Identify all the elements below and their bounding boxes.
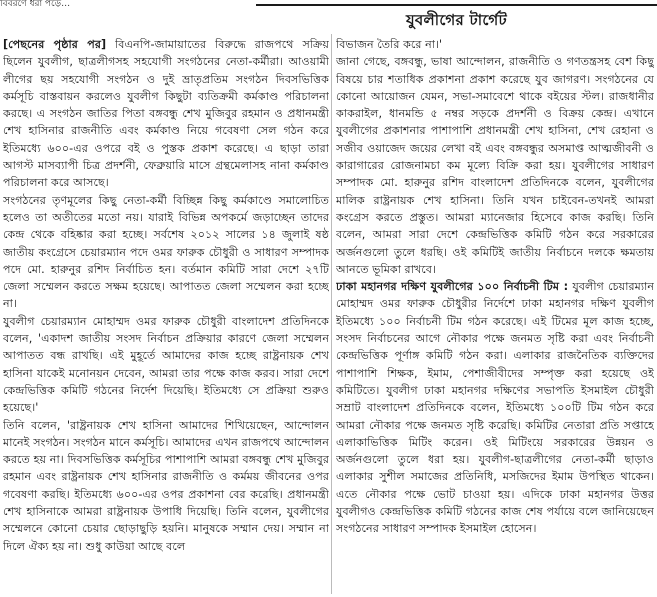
paragraph: যুবলীগ চেয়ারম্যান মোহাম্মদ ওমর ফারুক চৌধুরী বাংলাদেশ প্রতিদিনকে বলেন, 'একাদশ জাতীয় সংসদ নির্বাচন প্রক্রিয়ার কারণে জেলা সম্মেলন আপাতত বন্ধ রাখছি। এই মুহূর্তে আমাদের কাজ হচ্ছে রাষ্ট্রনায়ক শেখ হাসিনা যাকেই মনোনয়ন দেবেন, আমরা তার পক্ষে কাজ করব। সারা দেশে কেন্দ্রভিত্তিক কমিটি গঠনের নির্দেশ দিয়েছি। ইতিমধ্যে সে প্রক্রিয়া শুরুও হয়েছে।' — [3, 314, 329, 415]
paragraph: বিভাজন তৈরি করে না।' — [336, 38, 443, 51]
continued-marker: [পেছনের পৃষ্ঠার পর] — [3, 38, 107, 51]
paragraph — [3, 36, 329, 192]
article-headline: যুবলীগের টার্গেট — [405, 11, 508, 29]
headline-bar — [256, 4, 657, 32]
previous-story-clip: বিবরণে ধরা পড়ে… — [0, 0, 71, 9]
right-column — [336, 36, 654, 594]
left-column — [3, 36, 329, 594]
column-divider — [331, 34, 332, 594]
paragraph-text: যুবলীগ চেয়ারম্যান মোহাম্মদ ওমর ফারুক চৌধুরীর নির্দেশে ঢাকা মহানগর দক্ষিণ যুবলীগ ইতিমধ্যে ১০০ নির্বাচনী টিম গঠন করেছে। এই টিমের মূল কাজ হচ্ছে, সংসদ নির্বাচনের আগে নৌকার পক্ষে জনমত সৃষ্টি করা এবং নির্বাচনী কেন্দ্রভিত্তিক পূর্ণাঙ্গ কমিটি গঠন করা। এলাকার রাজনৈতিক ব্যক্তিদের পাশাপাশি শিক্ষক, ইমাম, পেশাজীবীদের সম্পৃক্ত করা হয়েছে ওই কমিটিতে। যুবলীগ ঢাকা মহানগর দক্ষিণের সভাপতি ইসমাইল চৌধুরী সম্রাট বাংলাদেশ প্রতিদিনকে বলেন, ইতিমধ্যে ১০০টি টিম গঠন করে আমরা নৌকার পক্ষে জনমত সৃষ্টি করেছি। কমিটির নেতারা প্রতি সপ্তাহে এলাকাভিত্তিক মিটিং করেন। ওই মিটিংয়ে সরকারের উন্নয়ন ও অর্জনগুলো তুলে ধরা হয়। যুবলীগ-ছাত্রলীগের নেতা-কর্মী ছাড়াও এলাকার সুশীল সমাজের প্রতিনিধি, মসজিদের ইমাম উপস্থিত থাকেন। এতে নৌকার পক্ষে ভোট চাওয়া হয়। এদিকে ঢাকা মহানগর উত্তর যুবলীগও কেন্দ্রভিত্তিক কমিটি গঠনের কাজ শেষ পর্যায়ে বলে জানিয়েছেন সংগঠনের সাধারণ সম্পাদক ইসমাইল হোসেন। — [336, 280, 654, 536]
paragraph: তিনি বলেন, 'রাষ্ট্রনায়ক শেখ হাসিনা আমাদের শিখিয়েছেন, আন্দোলন মানেই সংগঠন। সংগঠন মানে কর্মসূচি। আমাদের এখন রাজপথে আন্দোলন করতে হয় না। দিবসভিত্তিক কর্মসূচির পাশাপাশি আমরা বঙ্গবন্ধু শেখ মুজিবুর রহমান এবং রাষ্ট্রনায়ক শেখ হাসিনার রাজনীতি ও কর্মময় জীবনের ওপর গবেষণা করছি। ইতিমধ্যে ৬০০-এর ওপর প্রকাশনা বের করেছি। প্রধানমন্ত্রী শেখ হাসিনাকে আমরা রাষ্ট্রনায়ক উপাধি দিয়েছি। তিনি বলেন, যুবলীগের সম্মেলনে কোনো চেয়ার ছোড়াছুড়ি হয়নি। মানুষকে সম্মান দেয়। সম্মান না দিলে ঐক্য হয় না। শুধু কাউয়া আছে বলে — [3, 418, 329, 553]
paragraph: জানা গেছে, বঙ্গবন্ধু, ভাষা আন্দোলন, রাজনীতি ও গণতন্ত্রসহ বেশ কিছু বিষয়ে চার শতাধিক প্রকাশনা প্রকাশ করেছে যুব জাগরণ। সংগঠনের যে কোনো আয়োজন যেমন, সভা-সমাবেশে থাকে বইয়ের স্টল। রাজধানীর কাকরাইল, ধানমন্ডি ৫ নম্বর সড়কে প্রদর্শনী ও বিক্রয় কেন্দ্র। এখানে যুবলীগের প্রকাশনার পাশাপাশি প্রধানমন্ত্রী শেখ হাসিনা, শেখ রেহানা ও সজীব ওয়াজেদ জয়ের লেখা বই এবং বঙ্গবন্ধুর অসমাপ্ত আত্মজীবনী ও কারাগারের রোজনামচা কম মূল্যে বিক্রি করা হয়। যুবলীগের সাধারণ সম্পাদক মো. হারুনুর রশিদ বাংলাদেশ প্রতিদিনকে বলেন, যুবলীগের মালিক রাষ্ট্রনায়ক শেখ হাসিনা। তিনি যখন চাইবেন-তখনই আমরা কংগ্রেস করতে প্রস্তুত। আমরা ম্যানেজার হিসেবে কাজ করছি। তিনি বলেন, আমরা সারা দেশে কেন্দ্রভিত্তিক কমিটি গঠন করে সরকারের অর্জনগুলো তুলে ধরছি। ওই কমিটিই জাতীয় নির্বাচনে দলকে ক্ষমতায় আনতে ভূমিকা রাখবে। — [336, 55, 654, 276]
paragraph: সংগঠনের তৃণমূলের কিছু নেতা-কর্মী বিচ্ছিন্ন কিছু কর্মকাণ্ডে সমালোচিত হলেও তা অতীতের মতো নয়। যারাই বিভিন্ন অপকর্মে জড়াচ্ছেন তাদের কেন্দ্র থেকে বহিষ্কার করা হচ্ছে। সর্বশেষ ২০১২ সালের ১৪ জুলাই ষষ্ঠ জাতীয় কংগ্রেসে চেয়ারম্যান পদে ওমর ফারুক চৌধুরী ও সাধারণ সম্পাদক পদে মো. হারুনুর রশিদ নির্বাচিত হন। বর্তমান কমিটি সারা দেশে ২৭টি জেলা সম্মেলন করতে সক্ষম হয়েছে। আপাতত জেলা সম্মেলন করা হচ্ছে না। — [3, 193, 329, 311]
paragraph-text: বিএনপি-জামায়াতের বিরুদ্ধে রাজপথে সক্রিয় ছিলেন যুবলীগ, ছাত্রলীগসহ সহযোগী সংগঠনের নেতা-কর্মীরা। আওয়ামী লীগের ছয় সহযোগী সংগঠন ও দুই ভ্রাতৃপ্রতিম সংগঠন দিবসভিত্তিক কর্মসূচি বাস্তবায়ন করলেও যুবলীগ কিছুটা ব্যতিক্রমী কর্মকাণ্ড পরিচালনা করছে। এ সংগঠন জাতির পিতা বঙ্গবন্ধু শেখ মুজিবুর রহমান ও প্রধানমন্ত্রী শেখ হাসিনার রাজনীতি এবং কর্মকাণ্ড নিয়ে গবেষণা সেল গঠন করে ইতিমধ্যে ৬০০-এর ওপরে বই ও পুস্তক প্রকাশ করেছে। এ ছাড়া তারা আগস্ট মাসব্যাপী চিত্র প্রদর্শনী, ফেব্রুয়ারি মাসে গ্রন্থমেলাসহ নানা কর্মকাণ্ড পরিচালনা করে আসছে। — [3, 38, 329, 190]
subheading: ঢাকা মহানগর দক্ষিণ যুবলীগের ১০০ নির্বাচনী টিম : — [336, 280, 569, 294]
paragraph — [336, 278, 654, 537]
